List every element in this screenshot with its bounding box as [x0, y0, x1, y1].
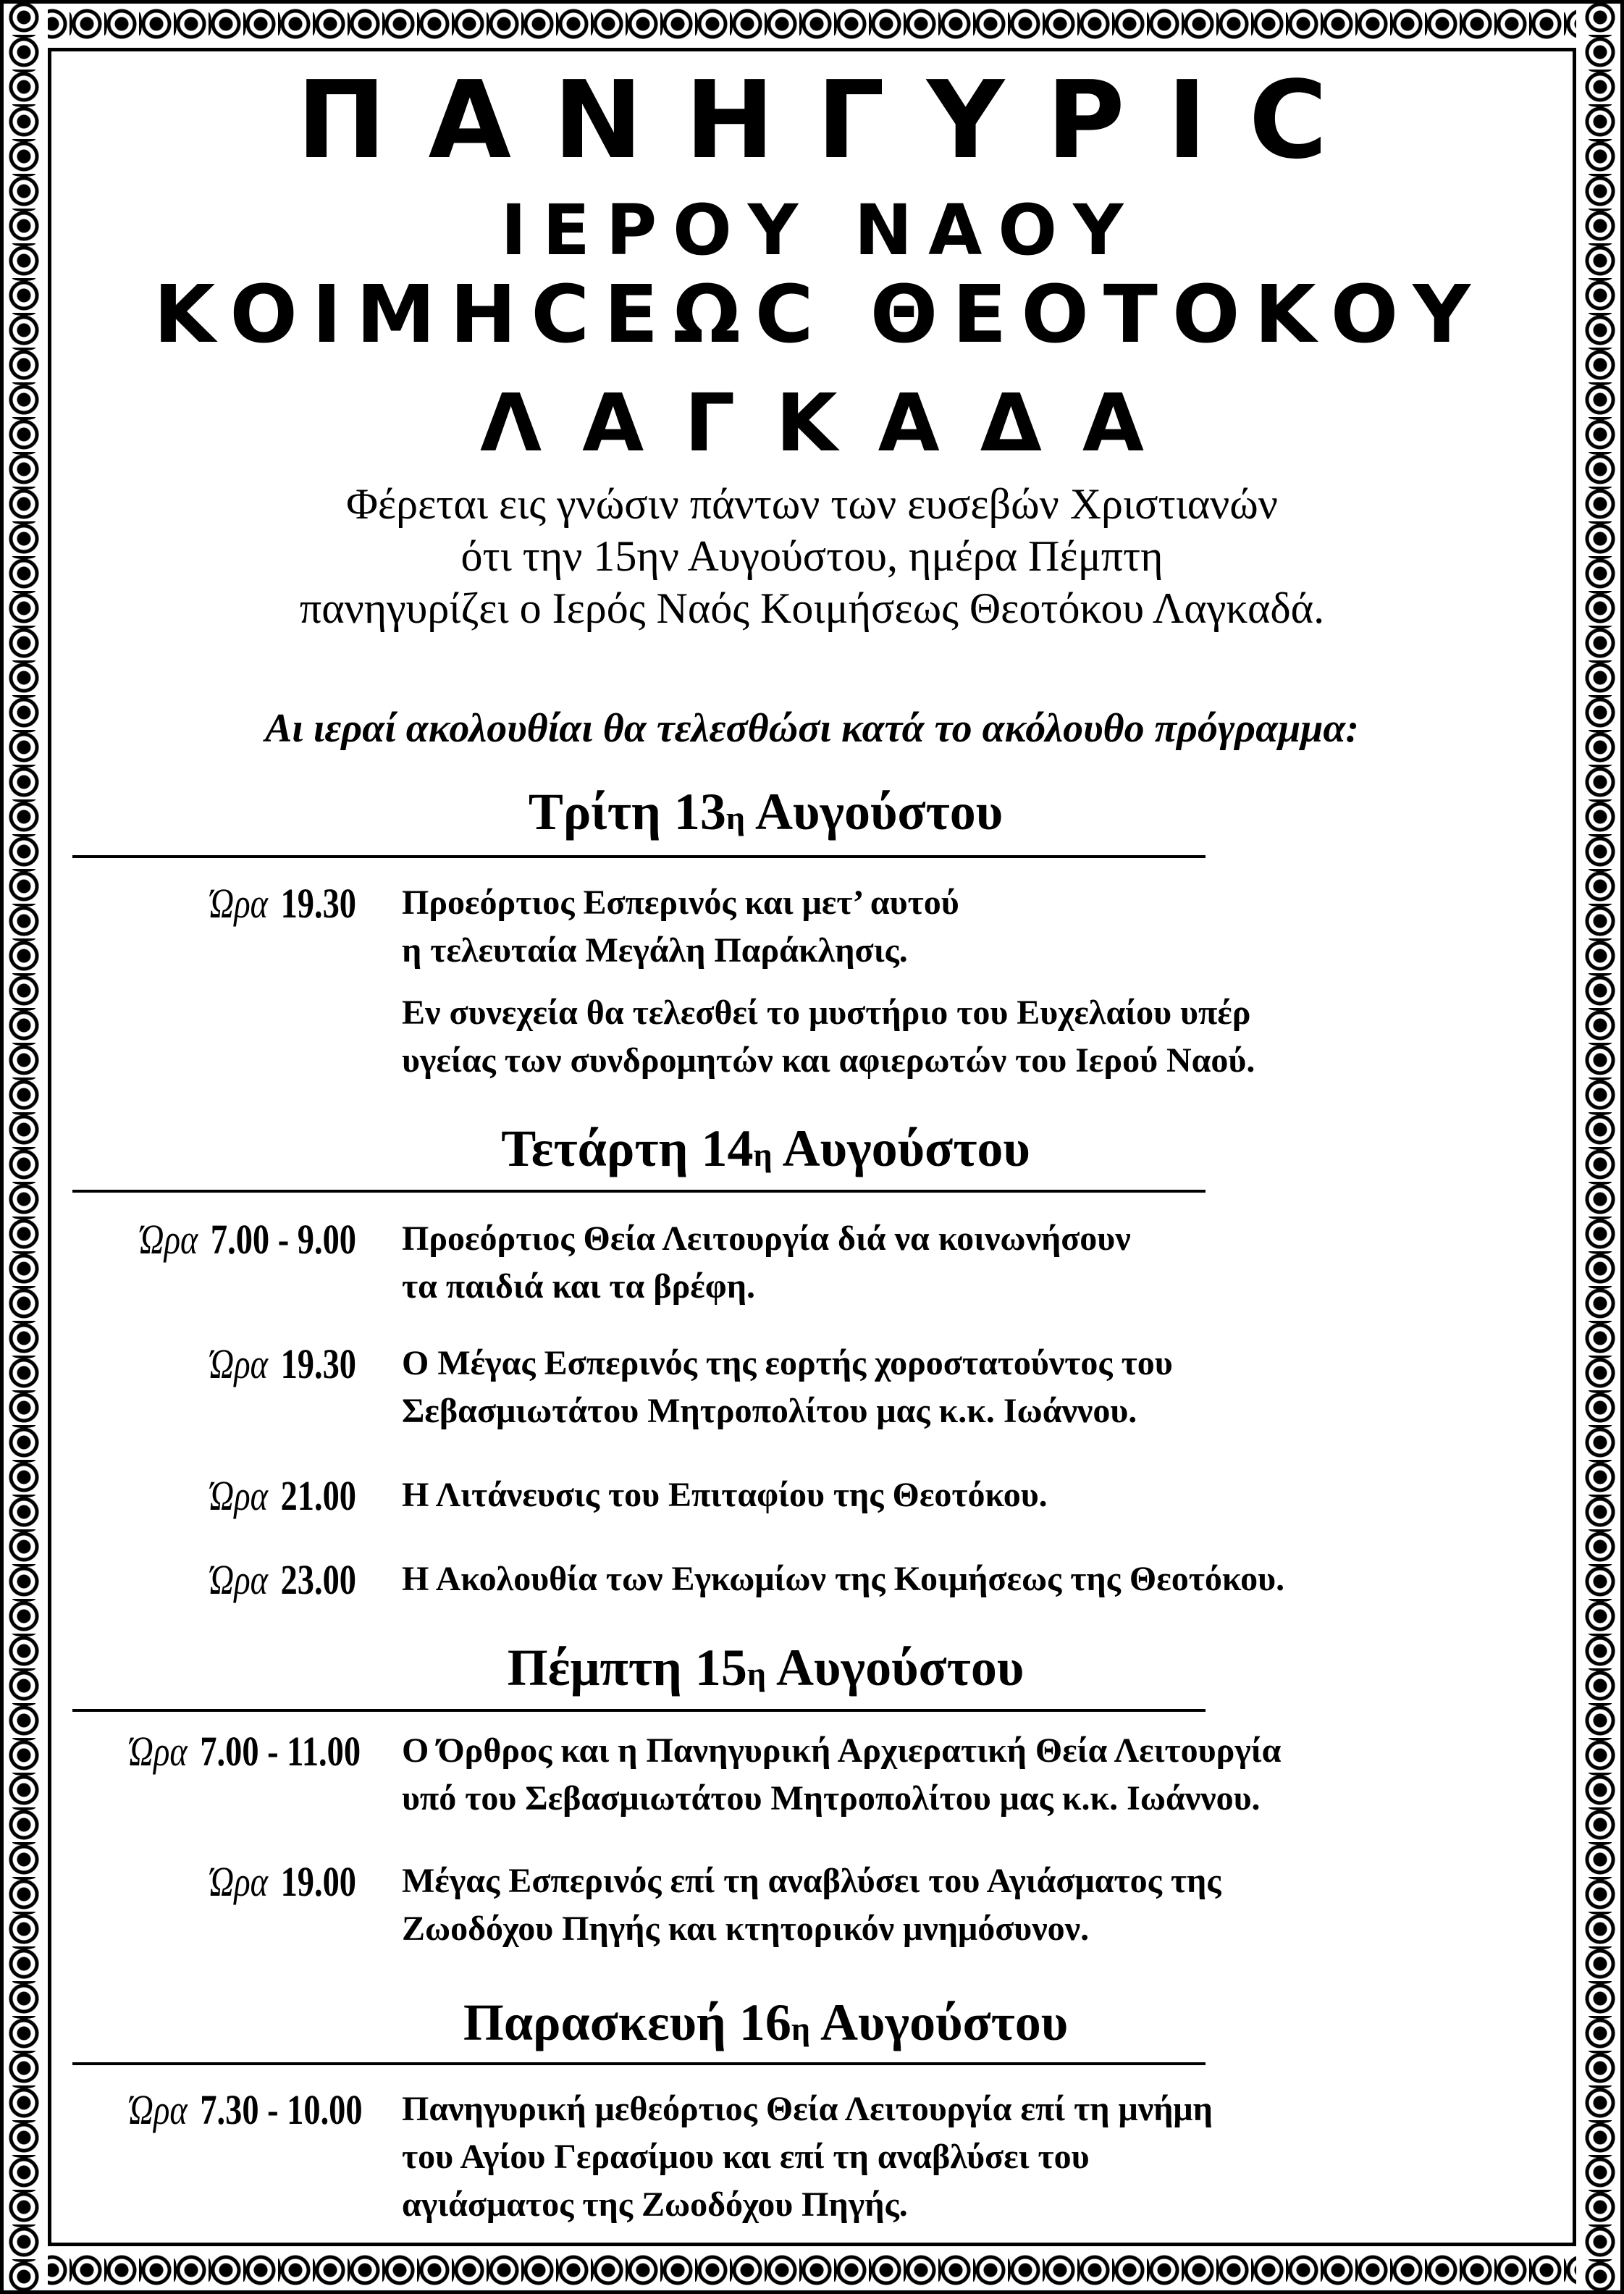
time-label: Ώρα — [209, 1556, 268, 1603]
time-value: 7.00 - 11.00 — [200, 1728, 361, 1775]
entry-line: Μέγας Εσπερινός επί τη αναβλύσει του Αγιάσματος της — [402, 1862, 1221, 1900]
entry-time — [129, 1727, 361, 1776]
church-name: ΚΟΙΜΗCΕΩC ΘΕΟΤΟΚΟΥ — [153, 268, 1485, 361]
entry-line: Εν συνεχεία θα τελεσθεί το μυστήριο του Ευχελαίου υπέρ — [402, 993, 1251, 1032]
entry-time — [129, 879, 356, 928]
time-value: 7.30 - 10.00 — [200, 2086, 363, 2133]
time-value: 19.00 — [280, 1858, 356, 1905]
title-subline: ΙΕΡΟΥ ΝΑΟΥ — [500, 190, 1140, 271]
entry-line: Προεόρτιος Εσπερινός και μετ’ αυτού — [402, 883, 959, 922]
border-line — [0, 2290, 1624, 2294]
day-divider — [72, 1190, 1206, 1193]
border-line — [48, 48, 51, 2246]
ornamental-border-left — [0, 0, 48, 2294]
poster-title: ΠΑΝΗΓΥΡΙC — [296, 58, 1370, 182]
entry-line: αγιάσματος της Ζωοδόχου Πηγής. — [402, 2185, 908, 2224]
entry-description — [402, 1857, 1575, 1953]
entry-time — [129, 1471, 356, 1520]
entry-description — [402, 1471, 1575, 1519]
time-label: Ώρα — [209, 880, 268, 927]
day-divider — [72, 1709, 1206, 1712]
time-label: Ώρα — [140, 1216, 198, 1263]
day-divider — [72, 855, 1206, 858]
border-line — [1620, 0, 1624, 2294]
entry-line: Προεόρτιος Θεία Λειτουργία διά να κοινωνήσουν — [402, 1219, 1131, 1258]
town-name: ΛΑΓΚΑΔΑ — [480, 377, 1185, 469]
day-month: Αυγούστου — [766, 1639, 1025, 1697]
day-name: Τρίτη 13 — [528, 783, 726, 841]
intro-line: ότι την 15ην Αυγούστου, ημέρα Πέμπτη — [460, 532, 1164, 580]
time-label: Ώρα — [129, 2086, 188, 2133]
entry-line: Ο Όρθρος και η Πανηγυρική Αρχιερατική Θεία Λειτουργία — [402, 1731, 1282, 1770]
time-value: 19.30 — [280, 1340, 356, 1387]
time-label: Ώρα — [209, 1340, 268, 1387]
time-value: 19.30 — [280, 880, 356, 927]
entry-line: Πανηγυρική μεθεόρτιος Θεία Λειτουργία επί τη μνήμη — [402, 2090, 1213, 2128]
entry-line: υγείας των συνδρομητών και αφιερωτών του Ιερού Ναού. — [402, 1041, 1255, 1080]
entry-time — [129, 1555, 356, 1604]
day-heading — [72, 782, 1459, 842]
day-name: Παρασκευή 16 — [463, 1993, 791, 2051]
intro-paragraph — [72, 478, 1552, 634]
entry-line: Ζωοδόχου Πηγής και κτητορικόν μνημόσυνον. — [402, 1909, 1090, 1948]
border-line — [0, 0, 1624, 4]
day-divider — [72, 2062, 1206, 2065]
day-name: Τετάρτη 14 — [501, 1119, 754, 1177]
entry-note — [402, 989, 1575, 1085]
entry-description — [402, 2085, 1575, 2229]
ornamental-border-top — [0, 0, 1624, 48]
entry-description — [402, 1555, 1575, 1603]
time-label: Ώρα — [209, 1472, 268, 1519]
entry-line: Η Λιτάνευσις του Επιταφίου της Θεοτόκου. — [402, 1476, 1048, 1514]
day-heading — [72, 1119, 1459, 1179]
entry-description — [402, 1727, 1575, 1823]
time-label: Ώρα — [209, 1858, 268, 1905]
intro-line: Φέρεται εις γνώσιν πάντων των ευσεβών Χριστιανών — [346, 480, 1278, 528]
day-ordinal-suffix: η — [753, 1136, 773, 1173]
entry-line: τα παιδιά και τα βρέφη. — [402, 1267, 756, 1306]
entry-line: υπό του Σεβασμιωτάτου Μητροπολίτου μας κ.κ. Ιωάννου. — [402, 1779, 1261, 1818]
entry-line: η τελευταία Μεγάλη Παράκλησις. — [402, 931, 908, 970]
entry-line: Ο Μέγας Εσπερινός της εορτής χοροστατούντος του — [402, 1344, 1173, 1382]
day-month: Αυγούστου — [772, 1119, 1030, 1177]
entry-description — [402, 1215, 1575, 1311]
entry-line: Σεβασμιωτάτου Μητροπολίτου μας κ.κ. Ιωάννου. — [402, 1392, 1137, 1430]
entry-line: Η Ακολουθία των Εγκωμίων της Κοιμήσεως της Θεοτόκου. — [402, 1560, 1285, 1598]
entry-time — [129, 1340, 356, 1388]
time-label: Ώρα — [129, 1728, 188, 1775]
intro-line: πανηγυρίζει ο Ιερός Ναός Κοιμήσεως Θεοτόκου Λαγκαδά. — [299, 584, 1325, 632]
border-line — [48, 2243, 1576, 2246]
time-value: 23.00 — [280, 1556, 356, 1603]
day-month: Αυγούστου — [744, 783, 1004, 841]
day-name: Πέμπτη 15 — [507, 1639, 747, 1697]
time-value: 7.00 - 9.00 — [210, 1216, 356, 1263]
border-line — [0, 0, 4, 2294]
day-ordinal-suffix: η — [725, 799, 745, 836]
entry-time — [129, 2085, 363, 2134]
ornamental-border-bottom — [0, 2246, 1624, 2294]
entry-description — [402, 1340, 1575, 1435]
entry-time — [129, 1215, 356, 1264]
entry-description — [402, 879, 1575, 1085]
day-ordinal-suffix: η — [791, 2010, 810, 2047]
time-value: 21.00 — [280, 1472, 356, 1519]
day-heading — [72, 1638, 1459, 1698]
entry-line: του Αγίου Γερασίμου και επί τη αναβλύσει του — [402, 2138, 1090, 2176]
day-ordinal-suffix: η — [746, 1655, 767, 1692]
program-note: Αι ιεραί ακολουθίαι θα τελεσθώσι κατά το ακόλουθο πρόγραμμα: — [264, 706, 1360, 751]
border-line — [48, 48, 1576, 51]
entry-time — [129, 1857, 356, 1906]
day-month: Αυγούστου — [810, 1993, 1069, 2051]
day-heading — [72, 1993, 1459, 2053]
ornamental-border-right — [1576, 0, 1624, 2294]
